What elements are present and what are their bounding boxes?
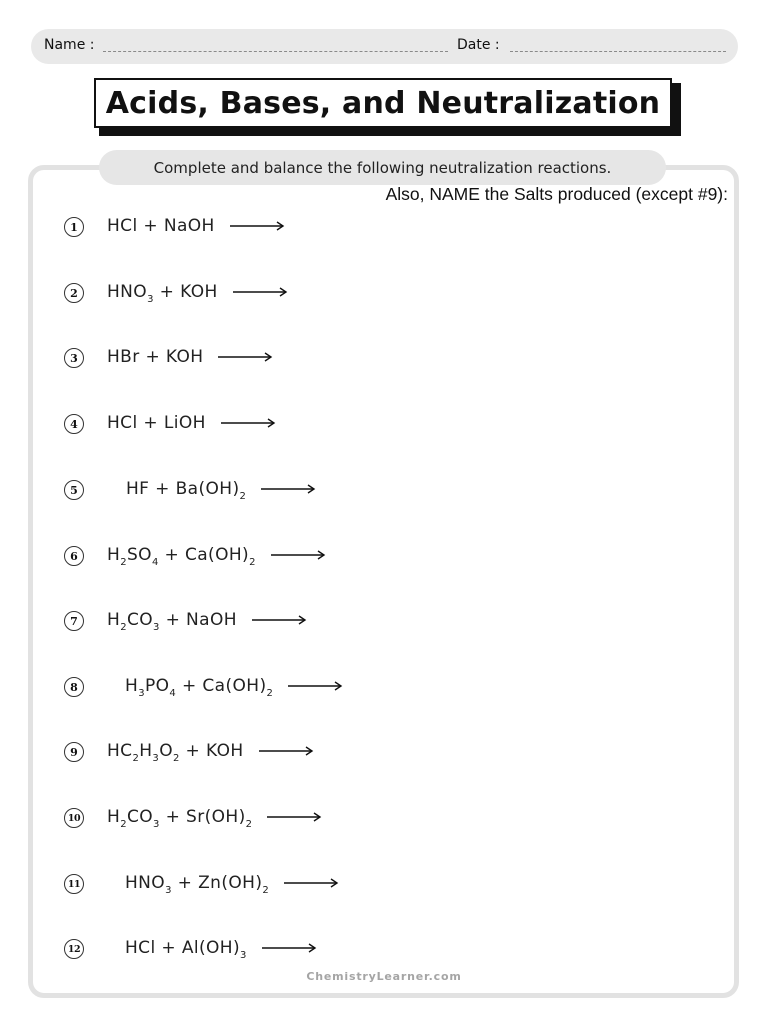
reaction-row xyxy=(64,934,247,964)
reaction-number: 6 xyxy=(64,546,84,566)
reaction-row xyxy=(64,475,247,505)
reaction-row xyxy=(64,672,274,702)
reaction-equation: $H_3PO_4 + Ca(OH)_2$ xyxy=(125,676,343,696)
instructions-line-2: Also, NAME the Salts produced (except #9): xyxy=(385,184,728,204)
reaction-arrow-icon xyxy=(261,942,317,954)
reaction-arrow-icon xyxy=(220,417,276,429)
reaction-number: 3 xyxy=(64,348,84,368)
reaction-arrow-icon xyxy=(270,549,326,561)
reaction-row xyxy=(64,803,253,833)
reaction-row xyxy=(64,606,237,636)
reaction-number: 7 xyxy=(64,611,84,631)
reaction-equation: HCl + LiOH xyxy=(107,413,276,433)
reaction-number: 9 xyxy=(64,742,84,762)
reaction-arrow-icon xyxy=(232,286,288,298)
reaction-row xyxy=(64,212,215,242)
reaction-equation: $H_2CO_3$ + NaOH xyxy=(107,610,307,630)
reaction-equation: HBr + KOH xyxy=(107,347,273,367)
page-title: Acids, Bases, and Neutralization xyxy=(105,85,661,121)
footer-credit: ChemistryLearner.com xyxy=(306,970,462,983)
instructions-line-1: Complete and balance the following neutralization reactions. xyxy=(153,158,612,177)
reaction-arrow-icon xyxy=(260,483,316,495)
reaction-number: 2 xyxy=(64,283,84,303)
reaction-equation: $HNO_3$ + KOH xyxy=(107,282,288,302)
reaction-row xyxy=(64,343,204,373)
reaction-arrow-icon xyxy=(229,220,285,232)
reaction-row xyxy=(64,278,218,308)
reaction-row xyxy=(64,409,206,439)
reaction-arrow-icon xyxy=(251,614,307,626)
reaction-equation: $H_2SO_4 + Ca(OH)_2$ xyxy=(107,545,326,565)
reaction-equation: $HNO_3 + Zn(OH)_2$ xyxy=(125,873,339,893)
reaction-equation: HCl + NaOH xyxy=(107,216,285,236)
reaction-equation: $H_2CO_3 + Sr(OH)_2$ xyxy=(107,807,322,827)
reaction-number: 8 xyxy=(64,677,84,697)
name-label: Name : xyxy=(44,37,95,53)
title-box xyxy=(94,78,672,128)
instructions-pill xyxy=(99,150,666,185)
reaction-number: 4 xyxy=(64,414,84,434)
reaction-number: 10 xyxy=(64,808,84,828)
reaction-arrow-icon xyxy=(217,351,273,363)
reaction-number: 1 xyxy=(64,217,84,237)
reaction-number: 11 xyxy=(64,874,84,894)
reaction-number: 12 xyxy=(64,939,84,959)
reaction-arrow-icon xyxy=(266,811,322,823)
date-field[interactable] xyxy=(510,51,726,52)
reaction-arrow-icon xyxy=(287,680,343,692)
reaction-number: 5 xyxy=(64,480,84,500)
reaction-equation: HCl + $Al(OH)_3$ xyxy=(125,938,317,958)
reaction-row xyxy=(64,541,256,571)
reaction-row xyxy=(64,869,270,899)
reaction-row xyxy=(64,737,244,767)
date-label: Date : xyxy=(457,37,500,53)
reaction-arrow-icon xyxy=(258,745,314,757)
name-date-bar xyxy=(31,29,738,64)
name-field[interactable] xyxy=(103,51,448,52)
reaction-equation: HF + $Ba(OH)_2$ xyxy=(126,479,316,499)
reaction-equation: $HC_2H_3O_2$ + KOH xyxy=(107,741,314,761)
reaction-arrow-icon xyxy=(283,877,339,889)
